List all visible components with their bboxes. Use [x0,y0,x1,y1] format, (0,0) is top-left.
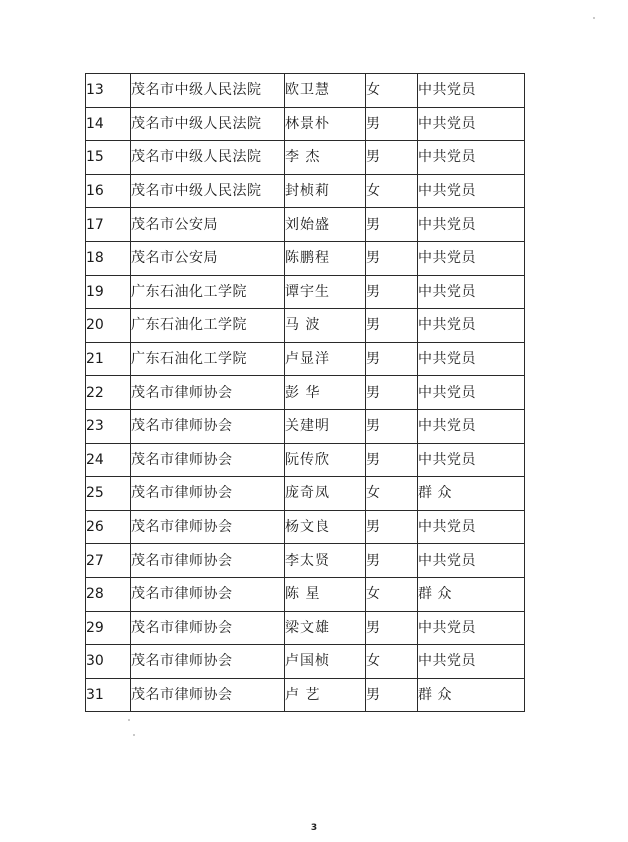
gender-cell: 男 [366,443,418,477]
organization-cell: 茂名市律师协会 [131,409,285,443]
political-status-cell: 中共党员 [418,241,525,275]
gender-cell: 男 [366,409,418,443]
gender-cell: 男 [366,544,418,578]
gender-cell: 男 [366,342,418,376]
political-status-cell: 中共党员 [418,74,525,108]
political-status-cell: 中共党员 [418,309,525,343]
person-name-cell: 刘始盛 [285,208,366,242]
person-name-cell: 李太贤 [285,544,366,578]
gender-cell: 女 [366,577,418,611]
gender-cell: 男 [366,208,418,242]
row-number-cell: 13 [86,74,131,108]
person-name-cell: 林景朴 [285,107,366,141]
person-name-cell: 封桢莉 [285,174,366,208]
political-status-cell: 中共党员 [418,342,525,376]
scan-speck [593,17,595,19]
person-name-cell: 陈 星 [285,577,366,611]
person-name-cell: 欧卫慧 [285,74,366,108]
table-row [86,208,525,242]
political-status-cell: 群 众 [418,577,525,611]
row-number-cell: 29 [86,611,131,645]
table-row [86,241,525,275]
political-status-cell: 中共党员 [418,376,525,410]
gender-cell: 男 [366,376,418,410]
table-row [86,107,525,141]
person-name-cell: 李 杰 [285,141,366,175]
organization-cell: 茂名市中级人民法院 [131,74,285,108]
table-row [86,409,525,443]
table-row [86,141,525,175]
row-number-cell: 31 [86,678,131,712]
scan-speck [128,719,130,721]
organization-cell: 茂名市律师协会 [131,645,285,679]
organization-cell: 茂名市律师协会 [131,510,285,544]
organization-cell: 茂名市中级人民法院 [131,174,285,208]
organization-cell: 茂名市律师协会 [131,544,285,578]
row-number-cell: 16 [86,174,131,208]
gender-cell: 女 [366,645,418,679]
person-name-cell: 庞奇凤 [285,477,366,511]
table-row [86,309,525,343]
page-number: 3 [310,823,318,833]
organization-cell: 茂名市律师协会 [131,611,285,645]
person-name-cell: 陈鹏程 [285,241,366,275]
table-row [86,477,525,511]
gender-cell: 男 [366,678,418,712]
person-name-cell: 阮传欣 [285,443,366,477]
political-status-cell: 中共党员 [418,174,525,208]
row-number-cell: 20 [86,309,131,343]
political-status-cell: 群 众 [418,678,525,712]
political-status-cell: 群 众 [418,477,525,511]
organization-cell: 茂名市律师协会 [131,376,285,410]
gender-cell: 男 [366,107,418,141]
table-row [86,443,525,477]
person-name-cell: 杨文良 [285,510,366,544]
table-row [86,510,525,544]
table-row [86,678,525,712]
row-number-cell: 25 [86,477,131,511]
organization-cell: 广东石油化工学院 [131,275,285,309]
gender-cell: 女 [366,74,418,108]
political-status-cell: 中共党员 [418,275,525,309]
gender-cell: 男 [366,241,418,275]
organization-cell: 茂名市中级人民法院 [131,107,285,141]
person-name-cell: 彭 华 [285,376,366,410]
table-row [86,376,525,410]
political-status-cell: 中共党员 [418,141,525,175]
organization-cell: 广东石油化工学院 [131,309,285,343]
row-number-cell: 15 [86,141,131,175]
person-name-cell: 马 波 [285,309,366,343]
gender-cell: 男 [366,141,418,175]
row-number-cell: 17 [86,208,131,242]
political-status-cell: 中共党员 [418,107,525,141]
political-status-cell: 中共党员 [418,443,525,477]
gender-cell: 男 [366,510,418,544]
organization-cell: 茂名市律师协会 [131,443,285,477]
organization-cell: 茂名市律师协会 [131,477,285,511]
row-number-cell: 24 [86,443,131,477]
gender-cell: 男 [366,611,418,645]
roster-table [85,73,525,712]
person-name-cell: 卢 艺 [285,678,366,712]
organization-cell: 茂名市律师协会 [131,577,285,611]
person-name-cell: 卢显洋 [285,342,366,376]
person-name-cell: 谭宇生 [285,275,366,309]
row-number-cell: 28 [86,577,131,611]
table-row [86,645,525,679]
row-number-cell: 23 [86,409,131,443]
political-status-cell: 中共党员 [418,645,525,679]
political-status-cell: 中共党员 [418,611,525,645]
political-status-cell: 中共党员 [418,208,525,242]
table-row [86,74,525,108]
gender-cell: 女 [366,174,418,208]
person-name-cell: 卢国桢 [285,645,366,679]
table-row [86,544,525,578]
table-row [86,611,525,645]
organization-cell: 广东石油化工学院 [131,342,285,376]
row-number-cell: 26 [86,510,131,544]
gender-cell: 女 [366,477,418,511]
roster-table-body [86,74,525,712]
gender-cell: 男 [366,309,418,343]
organization-cell: 茂名市中级人民法院 [131,141,285,175]
person-name-cell: 梁文雄 [285,611,366,645]
organization-cell: 茂名市公安局 [131,241,285,275]
person-name-cell: 关建明 [285,409,366,443]
table-row [86,342,525,376]
scan-speck [133,734,135,736]
row-number-cell: 30 [86,645,131,679]
row-number-cell: 21 [86,342,131,376]
row-number-cell: 18 [86,241,131,275]
political-status-cell: 中共党员 [418,510,525,544]
row-number-cell: 22 [86,376,131,410]
table-row [86,174,525,208]
organization-cell: 茂名市律师协会 [131,678,285,712]
table-row [86,577,525,611]
political-status-cell: 中共党员 [418,409,525,443]
table-row [86,275,525,309]
row-number-cell: 27 [86,544,131,578]
political-status-cell: 中共党员 [418,544,525,578]
organization-cell: 茂名市公安局 [131,208,285,242]
row-number-cell: 19 [86,275,131,309]
row-number-cell: 14 [86,107,131,141]
gender-cell: 男 [366,275,418,309]
